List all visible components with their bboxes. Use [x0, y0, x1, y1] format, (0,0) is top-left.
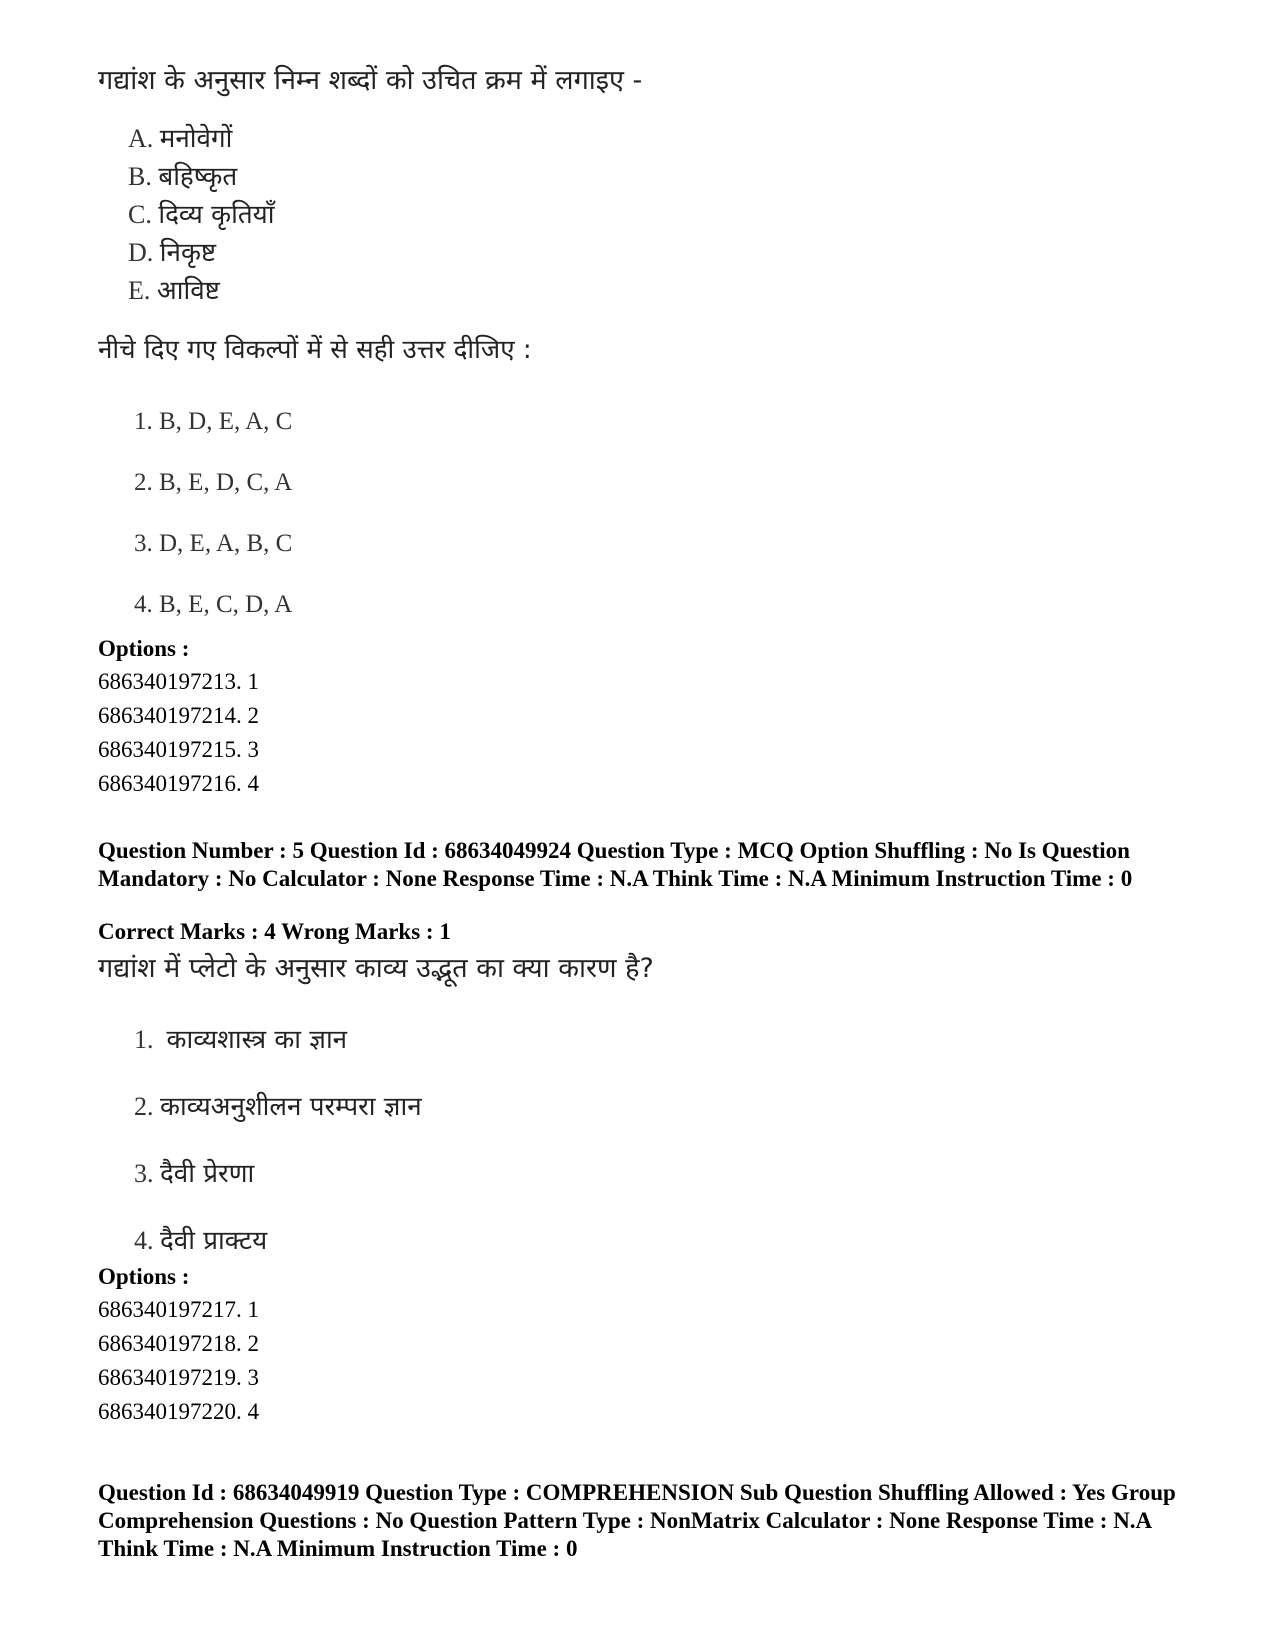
- option-line: 686340197214. 2: [98, 703, 259, 728]
- choice-item: 3. D, E, A, B, C: [134, 530, 293, 557]
- word-list: [128, 120, 274, 310]
- option-line: 686340197218. 2: [98, 1331, 259, 1356]
- option-line: 686340197220. 4: [98, 1399, 259, 1424]
- option-line: 686340197215. 3: [98, 737, 259, 762]
- marks-info: Correct Marks : 4 Wrong Marks : 1: [98, 919, 451, 944]
- options-label: Options :: [98, 1264, 190, 1289]
- option-line: 686340197216. 4: [98, 771, 259, 796]
- options-label: Options :: [98, 636, 190, 661]
- choice-item: 2. काव्यअनुशीलन परम्परा ज्ञान: [134, 1092, 422, 1122]
- choice-item: 2. B, E, D, C, A: [134, 469, 293, 496]
- choice-item: 4. दैवी प्राक्टय: [134, 1226, 268, 1256]
- question-meta: Question Number : 5 Question Id : 68634049924 Question Type : MCQ Option Shuffling : No Is Question Mandatory : No Calculator : None Response Time : N.A Think Time : N.A Minimum Instruction Time : 0: [98, 838, 1133, 891]
- question-instruction: गद्यांश के अनुसार निम्न शब्दों को उचित क्रम में लगाइए -: [98, 65, 643, 96]
- list-item: B. बहिष्कृत: [128, 162, 238, 192]
- option-line: 686340197217. 1: [98, 1297, 259, 1322]
- choice-item: 4. B, E, C, D, A: [134, 591, 293, 618]
- list-item: D. निकृष्ट: [128, 238, 217, 268]
- answer-prompt: नीचे दिए गए विकल्पों में से सही उत्तर दीजिए :: [98, 335, 532, 365]
- list-item: E. आविष्ट: [128, 276, 220, 306]
- option-line: 686340197213. 1: [98, 669, 259, 694]
- choice-item: 3. दैवी प्रेरणा: [134, 1159, 255, 1189]
- option-line: 686340197219. 3: [98, 1365, 259, 1390]
- choice-item: 1. B, D, E, A, C: [134, 408, 293, 435]
- question-text: गद्यांश में प्लेटो के अनुसार काव्य उद्भूत का क्या कारण है?: [98, 953, 654, 984]
- next-question-meta: Question Id : 68634049919 Question Type : COMPREHENSION Sub Question Shuffling Allowed : Yes Group Comprehension Questions : No Question Pattern Type : NonMatrix Calculator : None Response Time : N.A Think Time : N.A Minimum Instruction Time : 0: [98, 1480, 1176, 1561]
- choice-item: 1. काव्यशास्त्र का ज्ञान: [134, 1025, 348, 1055]
- list-item: A. मनोवेगों: [128, 124, 233, 154]
- list-item: C. दिव्य कृतियाँ: [128, 200, 275, 230]
